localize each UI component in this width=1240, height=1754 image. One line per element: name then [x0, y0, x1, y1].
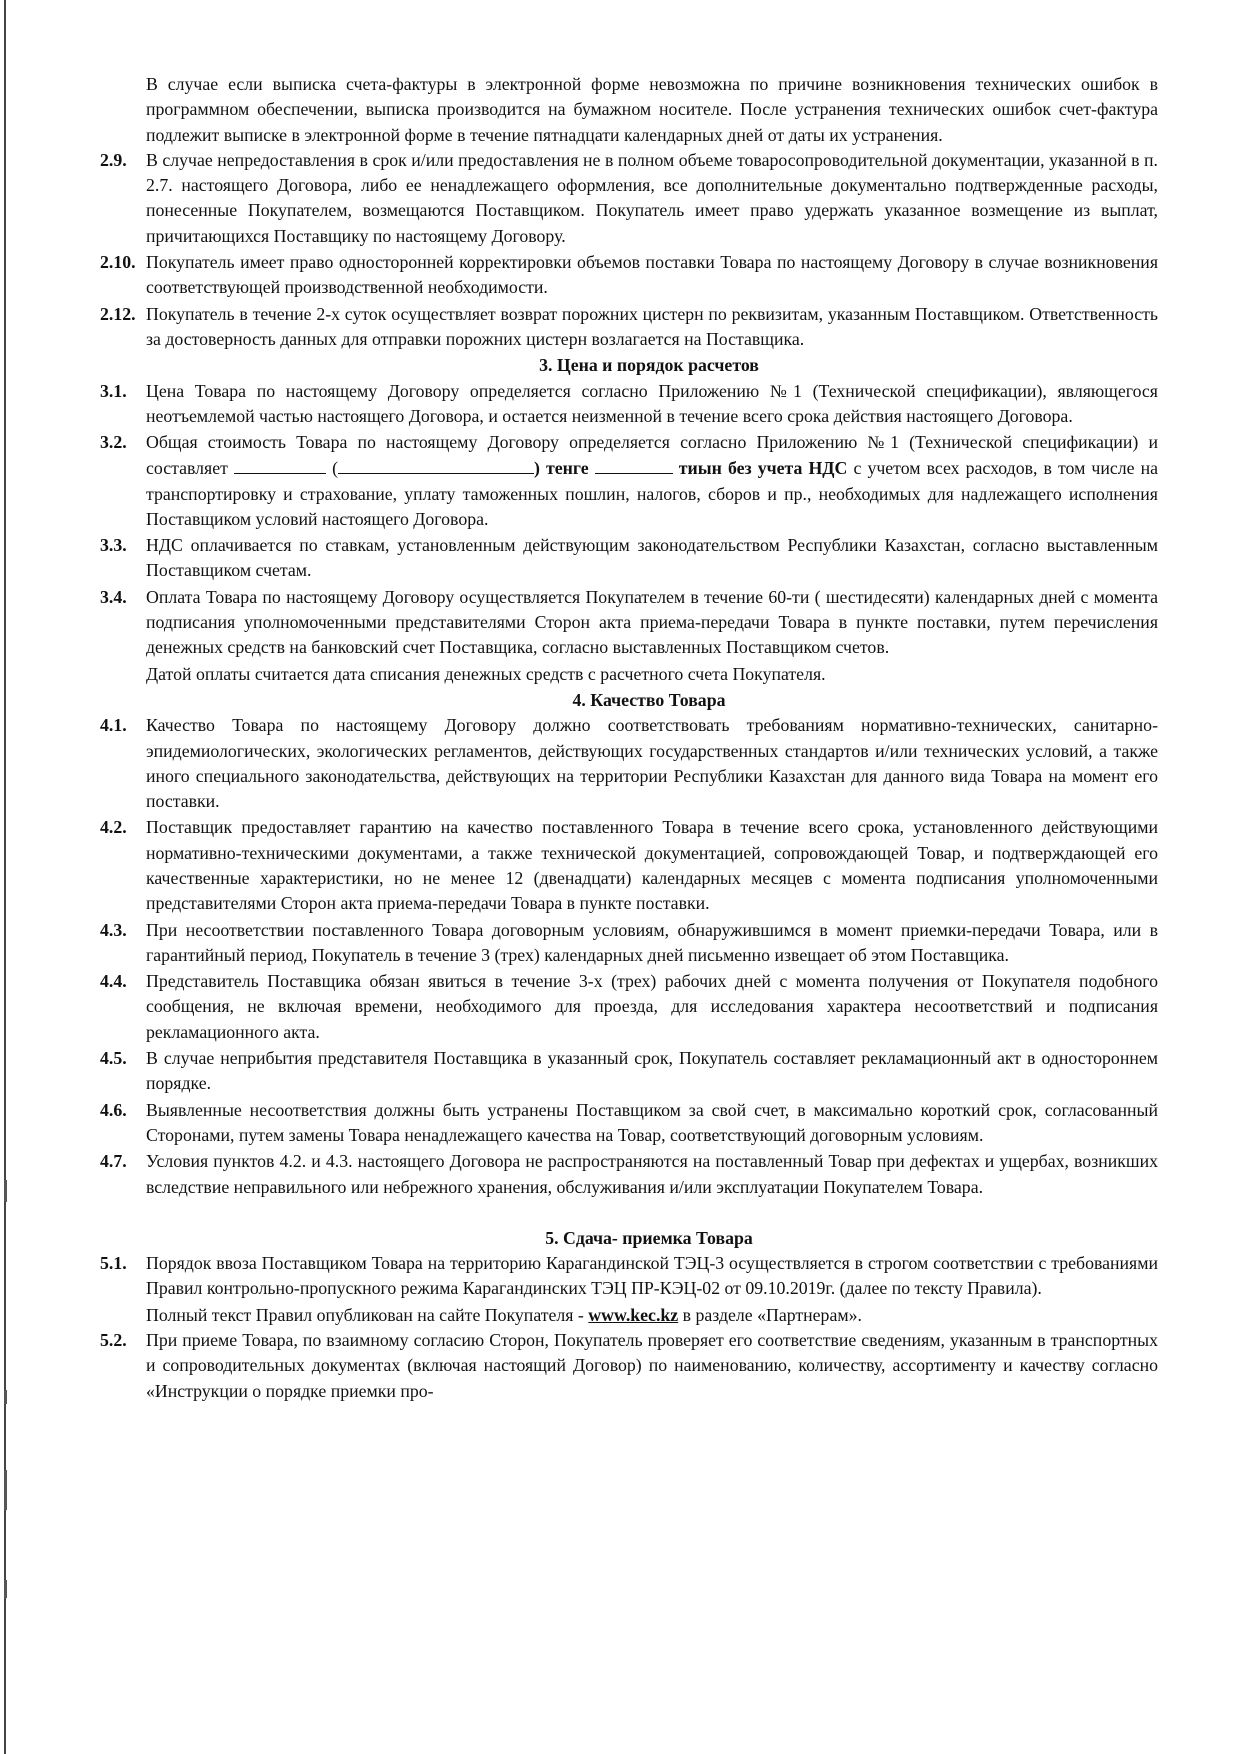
clause-text-part: Общая стоимость Товара по настоящему Договору определяется согласно Приложению №1 (Технической спецификации) и составляет [146, 432, 1158, 479]
clause-text: Условия пунктов 4.2. и 4.3. настоящего Договора не распространяются на поставленный Товар при дефектах и ущербах, возникших вследствие неправильного или небрежного хранения, обслуживания и/или эксплуатации Покупателем Товара. [146, 1151, 1158, 1197]
tiyn-label: тиын без учета НДС [678, 458, 848, 479]
clause-text: Оплата Товара по настоящему Договору осуществляется Покупателем в течение 60-ти ( шестидесяти) календарных дней с момента подписания уполномоченными представителями Сторон акта приема-передачи Товара в пункте поставки, путем перечисления денежных средств на банковский счет Поставщика, согласно выставленных Поставщиком счетов. [146, 586, 1158, 658]
clause-text: В случае непредоставления в срок и/или предоставления не в полном объеме товаросопроводительной документации, указанной в п. 2.7. настоящего Договора, либо ее ненадлежащего оформления, все дополнительные документально подтвержденные расходы, понесенные Покупателем, возмещаются Поставщиком. Покупатель имеет право удержать указанное возмещение из выплат, причитающихся Поставщику по настоящему Договору. [146, 149, 1158, 246]
clause-2-12 [100, 302, 1158, 353]
clause-text: В случае неприбытия представителя Поставщика в указанный срок, Покупатель составляет рекламационный акт в одностороннем порядке. [146, 1048, 1158, 1094]
clause-text: При приеме Товара, по взаимному согласию Сторон, Покупатель проверяет его соответствие сведениям, указанным в транспортных и сопроводительных документах (включая настоящий Договор) по наименованию, количеству, ассортименту и качеству согласно «Инструкции о порядке приемки про- [146, 1330, 1158, 1401]
open-paren: ( [332, 458, 338, 479]
clause-3-4 [100, 585, 1158, 661]
clause-4-7 [100, 1149, 1158, 1200]
clause-text: Покупатель имеет право односторонней корректировки объемов поставки Товара по настоящему Договору в случае возникновения соответствующей производственной необходимости. [146, 252, 1158, 298]
clause-number: 4.6. [100, 1099, 127, 1120]
clause-text: Представитель Поставщика обязан явиться в течение 3-х (трех) рабочих дней с момента получения от Покупателя подобного сообщения, не включая времени, необходимого для проезда, для исследования характера несоответствий и подписания рекламационного акта. [146, 971, 1158, 1042]
tenge-label: ) тенге [533, 458, 589, 479]
clause-number: 4.1. [100, 715, 127, 736]
clause-text: Покупатель в течение 2-х суток осуществляет возврат порожних цистерн по реквизитам, указанным Поставщиком. Ответственность за достоверность данных для отправки порожних цистерн возлагается на Поставщика. [146, 303, 1158, 349]
clause-text: НДС оплачивается по ставкам, установленным действующим законодательством Республики Казахстан, согласно выставленным Поставщиком счетам. [146, 535, 1158, 581]
rules-note [146, 1303, 1158, 1328]
clause-number: 4.5. [100, 1048, 127, 1069]
scan-mark [4, 1470, 7, 1510]
scan-mark [4, 1180, 7, 1202]
amount-blank [234, 455, 326, 474]
clause-4-3 [100, 918, 1158, 969]
section-4-heading: 4. Качество Товара [572, 689, 726, 710]
clause-number: 3.4. [100, 586, 127, 607]
clause-4-5 [100, 1046, 1158, 1097]
rules-note-text: Полный текст Правил опубликован на сайте Покупателя - [146, 1304, 584, 1325]
amount-words-blank [338, 455, 534, 474]
section-3-heading: 3. Цена и порядок расчетов [539, 355, 759, 376]
clause-number: 2.10. [100, 252, 136, 273]
section-5-heading: 5. Сдача- приемка Товара [545, 1227, 753, 1248]
document-body [100, 72, 1158, 1405]
clause-text: При несоответствии поставленного Товара договорным условиям, обнаружившимся в момент приемки-передачи Товара, или в гарантийный период, Покупатель в течение 3 (трех) календарных дней письменно извещает об этом Поставщика. [146, 919, 1158, 965]
clause-number: 5.1. [100, 1253, 127, 1274]
clause-4-2 [100, 815, 1158, 916]
clause-4-1 [100, 713, 1158, 814]
clause-number: 4.7. [100, 1151, 127, 1172]
clause-text: Качество Товара по настоящему Договору должно соответствовать требованиям нормативно-технических, санитарно-эпидемиологических, экологических регламентов, действующих государственных стандартов и/или технических условий, а также иного специального законодательства, действующих на территории Республики Казахстан для данного вида Товара на момент его поставки. [146, 715, 1158, 812]
clause-text: Порядок ввоза Поставщиком Товара на территорию Карагандинской ТЭЦ-3 осуществляется в строгом соответствии с требованиями Правил контрольно-пропускного режима Карагандинских ТЭЦ ПР-КЭЦ-02 от 09.10.2019г. (далее по тексту Правила). [146, 1253, 1158, 1299]
clause-number: 3.3. [100, 535, 127, 556]
clause-number: 3.1. [100, 380, 127, 401]
clause-number: 4.2. [100, 817, 127, 838]
clause-text: Поставщик предоставляет гарантию на качество поставленного Товара в течение всего срока, установленного действующими нормативно-техническими документами, а также технической документацией, сопровождающей Товар, и подтверждающей его качественные характеристики, но не менее 12 (двенадцати) календарных месяцев с момента подписания уполномоченными представителями Сторон акта приема-передачи Товара в пункте поставки. [146, 817, 1158, 914]
scan-mark [4, 1580, 7, 1598]
clause-number: 4.3. [100, 919, 127, 940]
clause-number: 4.4. [100, 971, 127, 992]
clause-2-9 [100, 148, 1158, 249]
section-4-clauses [100, 713, 1158, 1200]
clause-5-2 [100, 1328, 1158, 1404]
clause-2-10 [100, 250, 1158, 301]
clause-4-6 [100, 1098, 1158, 1149]
clause-3-3 [100, 533, 1158, 584]
clause-number: 3.2. [100, 432, 127, 453]
tiyn-blank [595, 455, 673, 474]
spacer [100, 1201, 1158, 1225]
clause-text: Цена Товара по настоящему Договору определяется согласно Приложению №1 (Технической спецификации), являющегося неотъемлемой частью настоящего Договора, и остается неизменной в течение всего срока действия настоящего Договора. [146, 380, 1158, 426]
rules-note-text: в разделе «Партнерам». [682, 1304, 862, 1325]
clause-text [146, 430, 1158, 532]
clause-number: 2.12. [100, 303, 136, 324]
clause-5-1 [100, 1251, 1158, 1302]
payment-date-note: Датой оплаты считается дата списания денежных средств с расчетного счета Покупателя. [146, 663, 826, 684]
clause-number: 5.2. [100, 1330, 127, 1351]
clause-number: 2.9. [100, 149, 127, 170]
website-link[interactable]: www.kec.kz [588, 1304, 679, 1325]
intro-paragraph: В случае если выписка счета-фактуры в электронной форме невозможна по причине возникновения технических ошибок в программном обеспечении, выписка производится на бумажном носителе. После устранения технических ошибок счет-фактура подлежит выписке в электронной форме в течение пятнадцати календарных дней от даты их устранения. [146, 74, 1158, 145]
clause-text: Выявленные несоответствия должны быть устранены Поставщиком за свой счет, в максимально короткий срок, согласованный Сторонами, путем замены Товара ненадлежащего качества на Товар, соответствующий договорным условиям. [146, 1099, 1158, 1145]
clause-3-2 [100, 430, 1158, 532]
clause-3-1 [100, 379, 1158, 430]
clause-4-4 [100, 969, 1158, 1045]
clause-text-part: с учетом всех расходов, в том числе на транспортировку и страхование, уплату таможенных пошлин, налогов, сборов и пр., необходимых для надлежащего исполнения Поставщиком условий настоящего Договора. [146, 458, 1159, 529]
scan-mark [4, 1390, 7, 1404]
